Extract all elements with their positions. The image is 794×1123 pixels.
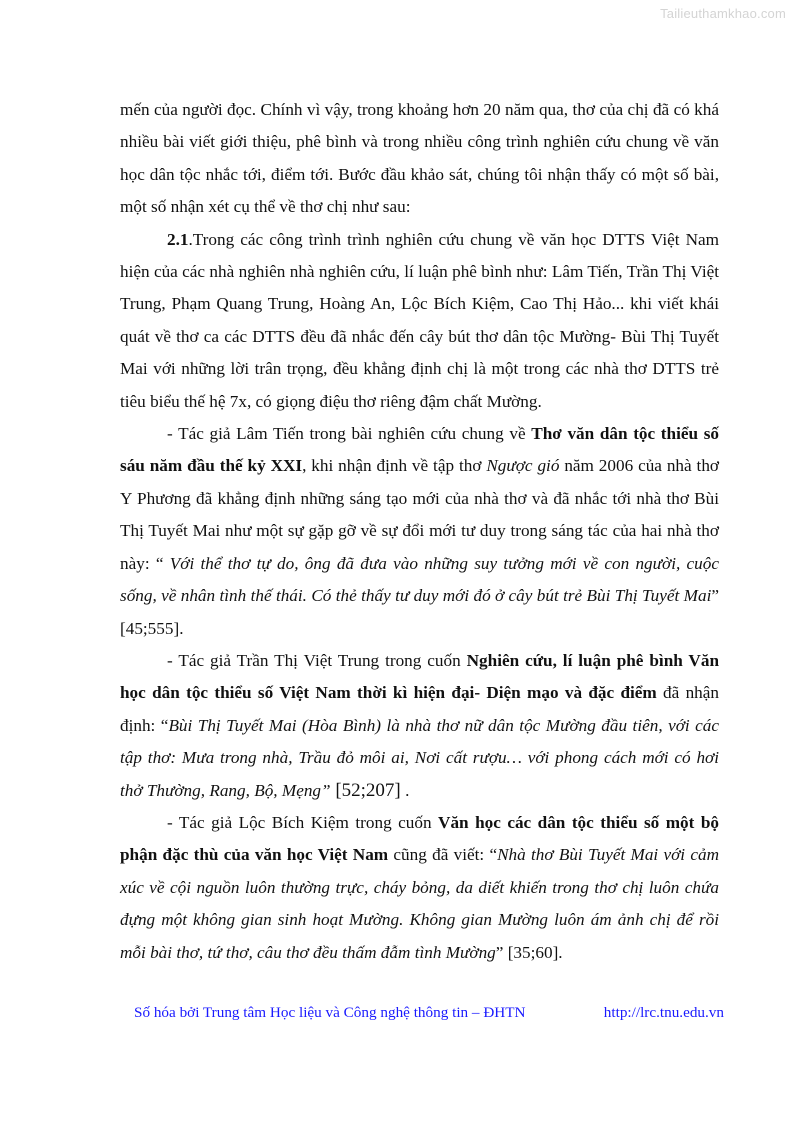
lam-tien-quote: Với thể thơ tự do, ông đã đưa vào những suy tưởng mới về con người, cuộc sống, về nhân tình thế thái. Có thẻ thấy tư duy mới đó ở cây bút trẻ Bùi Thị Tuyết Mai (120, 553, 719, 606)
viet-trung-end: . (400, 780, 410, 800)
lam-tien-collection: Ngược gió (486, 456, 560, 476)
viet-trung-work-title: Nghiên cứu, lí luận phê bình Văn học dân tộc thiểu số Việt Nam thời kì hiện đại- Diện mạo và đặc điểm (120, 650, 719, 703)
lam-tien-citation: ” [45;555]. (120, 586, 719, 638)
viet-trung-lead: - Tác giả Trần Thị Việt Trung trong cuốn (167, 650, 467, 670)
viet-trung-mid: đã nhận định: “ (120, 683, 720, 735)
lam-tien-lead: - Tác giả Lâm Tiến trong bài nghiên cứu chung về (167, 424, 532, 444)
intro-paragraph (120, 94, 719, 224)
watermark: Tailieuthamkhao.com (660, 6, 786, 21)
loc-bich-kiem-paragraph (120, 807, 719, 969)
tran-thi-viet-trung-paragraph (120, 645, 719, 807)
lam-tien-paragraph (120, 418, 719, 645)
footer-url-link[interactable]: http://lrc.tnu.edu.vn (603, 1004, 724, 1021)
bich-kiem-citation: ” [35;60]. (495, 942, 563, 962)
viet-trung-citation: [52;207] (330, 779, 401, 801)
footer-digitized-by: Số hóa bởi Trung tâm Học liệu và Công nghệ thông tin – ĐHTN (134, 1004, 526, 1021)
lam-tien-mid1: , khi nhận định về tập thơ (302, 456, 487, 476)
section-2-1-paragraph (120, 224, 719, 418)
bich-kiem-lead: - Tác giả Lộc Bích Kiệm trong cuốn (167, 812, 439, 832)
intro-text: mến của người đọc. Chính vì vậy, trong khoảng hơn 20 năm qua, thơ của chị đã có khá nhiều bài viết giới thiệu, phê bình và trong nhiều công trình nghiên cứu chung về văn học dân tộc nhắc tới, điểm tới. Bước đầu khảo sát, chúng tôi nhận thấy có một số bài, một số nhận xét cụ thể về thơ chị như sau: (120, 100, 719, 217)
viet-trung-quote: Bùi Thị Tuyết Mai (Hòa Bình) là nhà thơ nữ dân tộc Mường đầu tiên, với các tập thơ: Mưa trong nhà, Trầu đỏ môi ai, Nơi cất rượu… với phong cách mới có hơi thở Thường, Rang, Bộ, Mẹng” (120, 715, 719, 800)
document-page (120, 94, 719, 969)
bich-kiem-mid: cũng đã viết: “ (388, 845, 498, 865)
page-footer (134, 1004, 724, 1022)
lam-tien-mid2: năm 2006 của nhà thơ Y Phương đã khẳng định những sáng tạo mới của nhà thơ và đã nhắc tới nhà thơ Bùi Thị Tuyết Mai như một sự gặp gỡ về sự đổi mới tư duy trong sáng tác của hai nhà thơ này: “ (120, 456, 720, 573)
bich-kiem-work-title: Văn học các dân tộc thiểu số một bộ phận đặc thù của văn học Việt Nam (120, 812, 719, 865)
section-text: .Trong các công trình trình nghiên cứu chung về văn học DTTS Việt Nam hiện của các nhà nghiên nhà nghiên cứu, lí luận phê bình như: Lâm Tiến, Trần Thị Việt Trung, Phạm Quang Trung, Hoàng An, Lộc Bích Kiệm, Cao Thị Hảo... khi viết khái quát về thơ ca các DTTS đều đã nhắc đến cây bút thơ dân tộc Mường- Bùi Thị Tuyết Mai với những lời trân trọng, đều khẳng định chị là một trong các nhà thơ DTTS trẻ tiêu biểu thế hệ 7x, có giọng điệu thơ riêng đậm chất Mường. (120, 229, 719, 411)
lam-tien-work-title: Thơ văn dân tộc thiểu số sáu năm đầu thế kỷ XXI (120, 424, 719, 476)
section-number: 2.1 (167, 229, 189, 249)
bich-kiem-quote: Nhà thơ Bùi Tuyết Mai với cảm xúc về cội nguồn luôn thường trực, cháy bỏng, da diết khiến trong thơ chị luôn chứa đựng một không gian sinh hoạt Mường. Không gian Mường luôn ám ảnh chị để rồi mỗi bài thơ, tứ thơ, câu thơ đều thấm đẫm tình Mường (120, 845, 719, 962)
